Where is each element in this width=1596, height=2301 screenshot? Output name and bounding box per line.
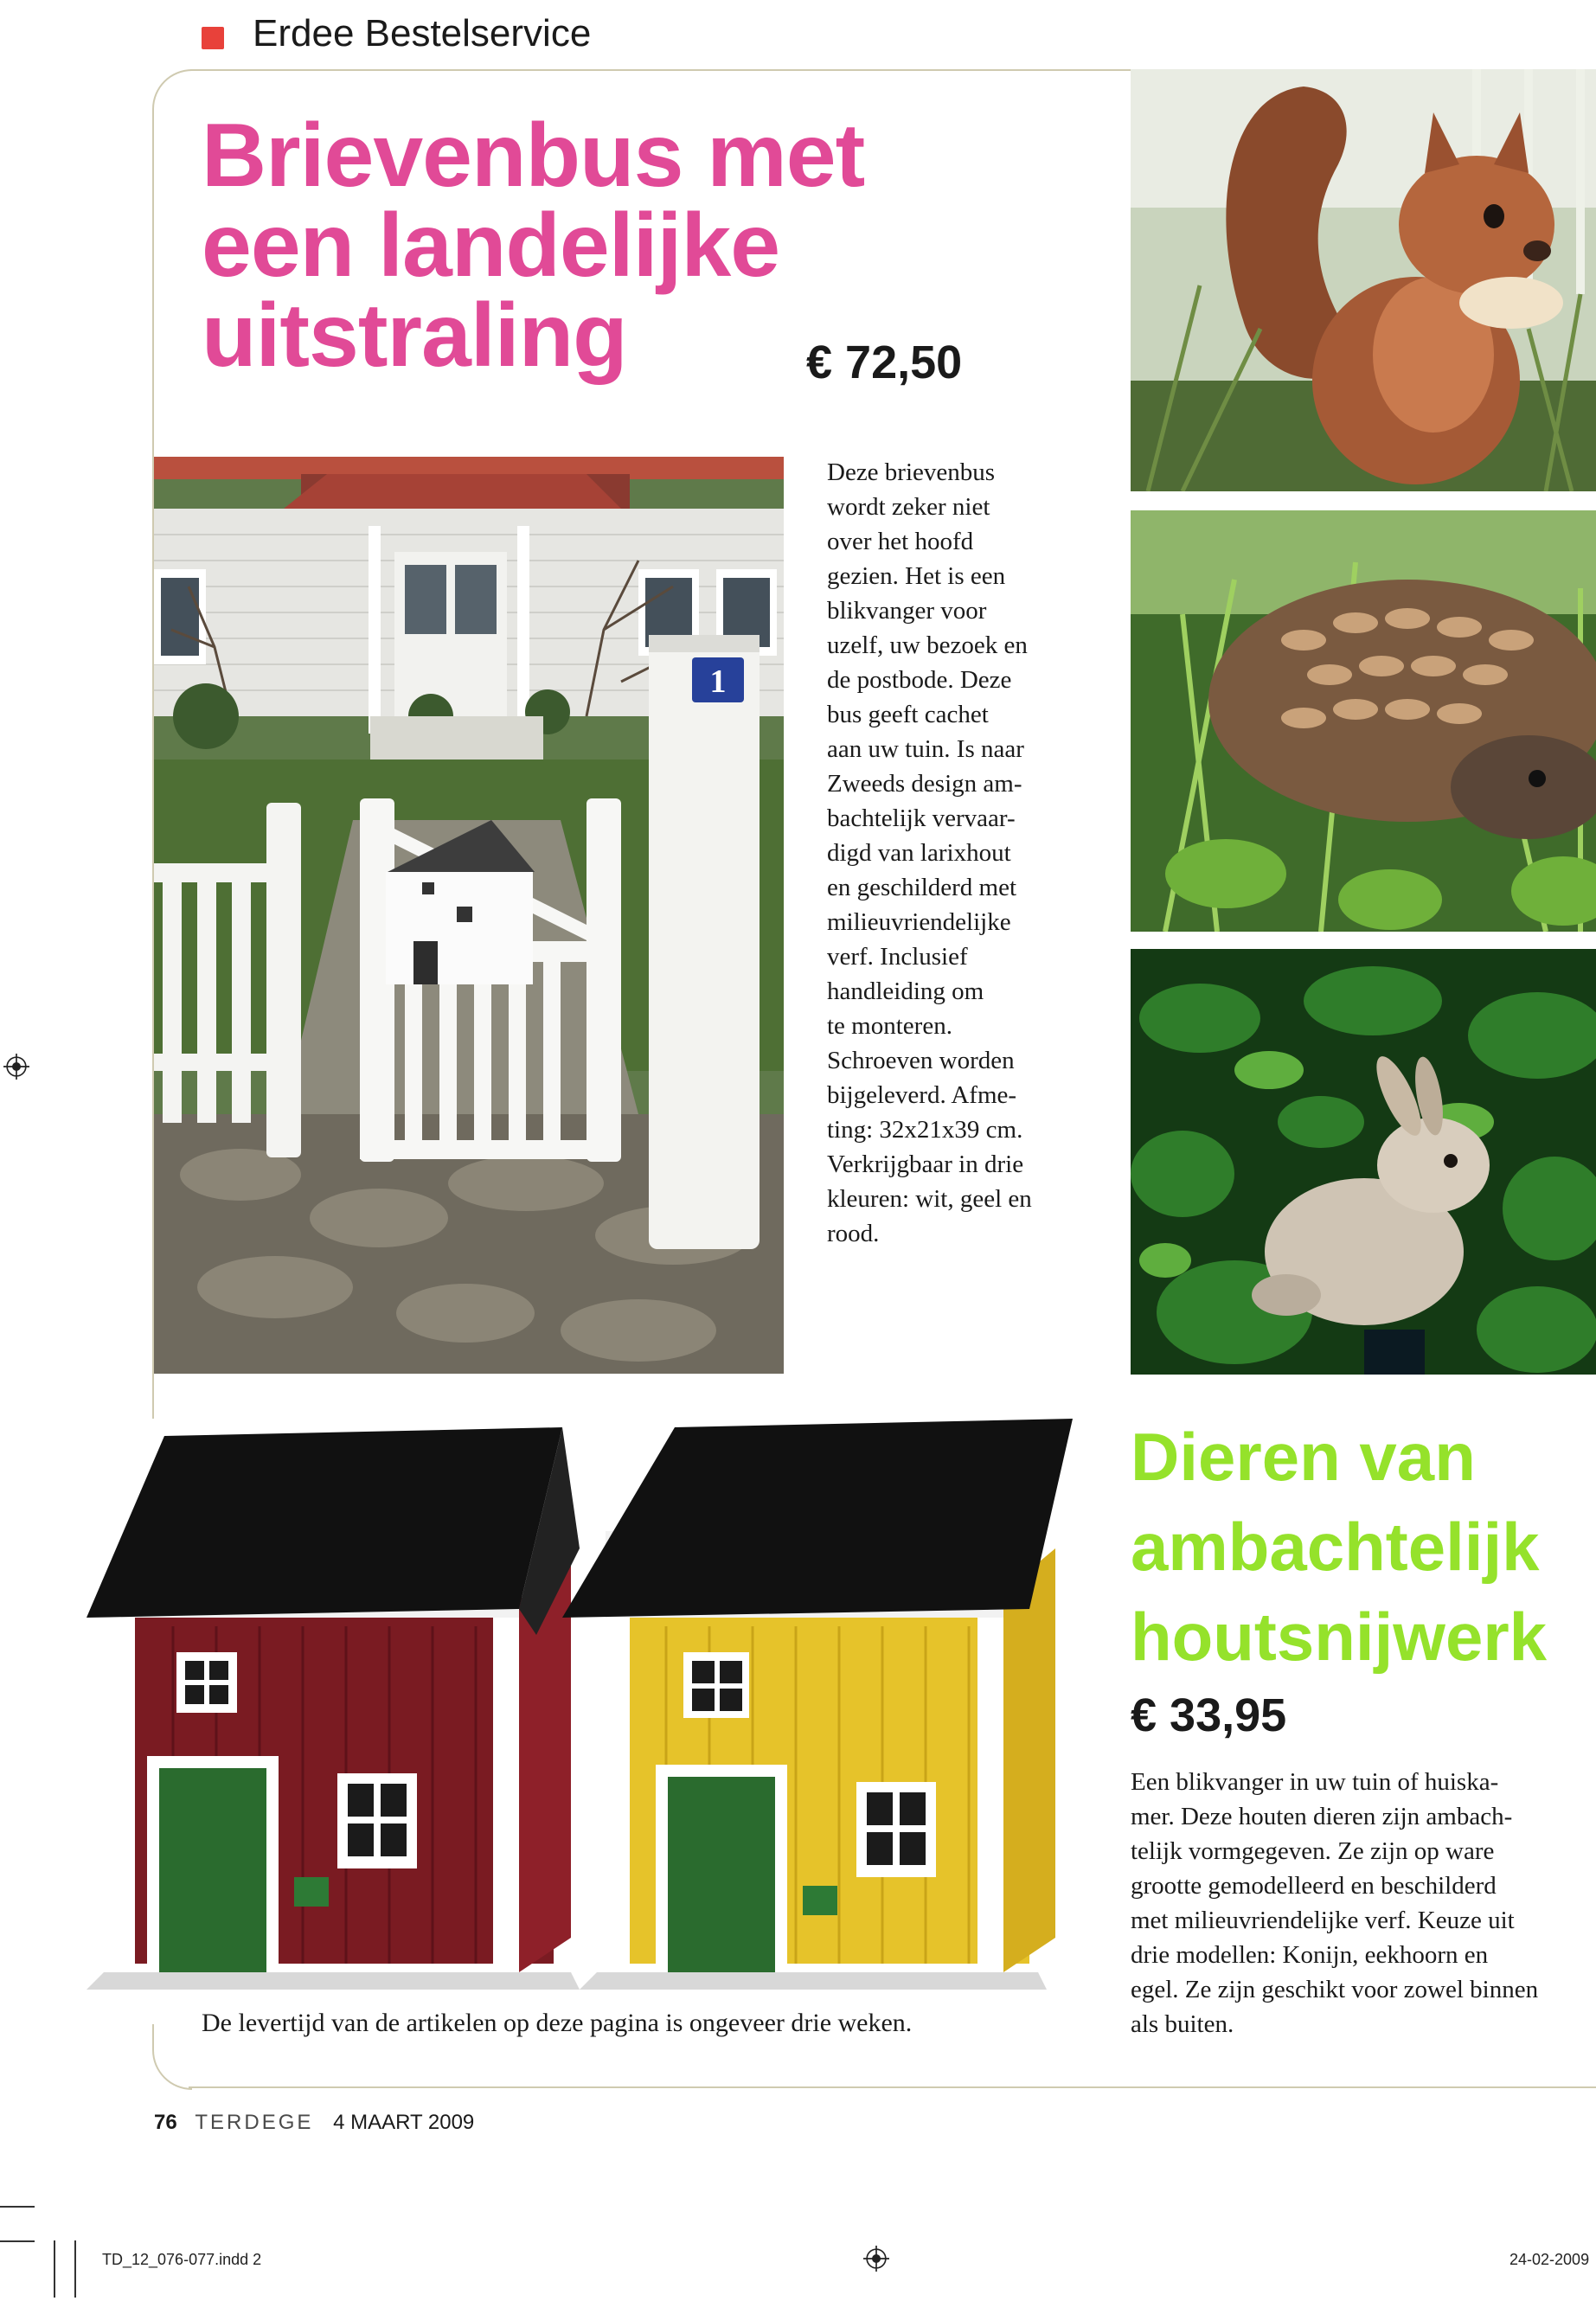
product2-description-line: drie modellen: Konijn, eekhoorn en bbox=[1131, 1941, 1489, 1969]
product2-description-line: Een blikvanger in uw tuin of huiska- bbox=[1131, 1768, 1499, 1796]
print-slug-file: TD_12_076-077.indd 2 bbox=[102, 2251, 262, 2268]
frame-corner-top bbox=[152, 69, 192, 123]
registration-mark-icon bbox=[3, 1054, 29, 1080]
registration-mark-icon bbox=[863, 2246, 889, 2272]
product2-price: € 33,95 bbox=[1131, 1689, 1287, 1741]
product1-description-line: milieuvriendelijke bbox=[827, 908, 1011, 936]
section-marker bbox=[202, 27, 224, 49]
delivery-note: De levertijd van de artikelen op deze pagina is ongeveer drie weken. bbox=[202, 2009, 913, 2037]
product1-description-line: ting: 32x21x39 cm. bbox=[827, 1116, 1023, 1144]
product1-description-line: bachtelijk vervaar- bbox=[827, 804, 1016, 832]
product1-description-line: rood. bbox=[827, 1220, 880, 1247]
product1-description-line: Schroeven worden bbox=[827, 1047, 1015, 1074]
product2-description-line: egel. Ze zijn geschikt voor zowel binnen bbox=[1131, 1976, 1539, 2003]
product2-title-line: houtsnijwerk bbox=[1131, 1599, 1548, 1675]
product2-description-line: telijk vormgegeven. Ze zijn op ware bbox=[1131, 1837, 1495, 1865]
product1-description-line: Zweeds design am- bbox=[827, 770, 1022, 798]
product1-description-line: en geschilderd met bbox=[827, 874, 1017, 901]
squirrel-photo bbox=[1131, 69, 1596, 491]
product2-description-line: mer. Deze houten dieren zijn ambach- bbox=[1131, 1803, 1513, 1830]
product1-description-line: Verkrijgbaar in drie bbox=[827, 1150, 1024, 1178]
frame-corner-bottom bbox=[152, 2038, 192, 2090]
product1-description-line: verf. Inclusief bbox=[827, 943, 968, 971]
page-footer bbox=[154, 2111, 474, 2135]
mailbox-gate-photo bbox=[154, 457, 784, 1374]
product1-price: € 72,50 bbox=[806, 336, 963, 388]
product1-title-line: een landelijke bbox=[202, 195, 780, 296]
rabbit-photo bbox=[1131, 949, 1596, 1375]
frame-line-top bbox=[190, 69, 1151, 71]
product1-description-line: gezien. Het is een bbox=[827, 562, 1006, 590]
product1-description-line: bus geeft cachet bbox=[827, 701, 989, 728]
print-slug-date: 24-02-2009 bbox=[1509, 2251, 1590, 2268]
product2-description-line: als buiten. bbox=[1131, 2010, 1234, 2038]
product2-description bbox=[1131, 1765, 1589, 2041]
product1-description-line: handleiding om bbox=[827, 977, 984, 1005]
mailboxes-product-photo bbox=[52, 1419, 1081, 2024]
product1-description-line: de postbode. Deze bbox=[827, 666, 1012, 694]
frame-line-bottom bbox=[189, 2086, 1596, 2088]
product1-description-line: bijgeleverd. Afme- bbox=[827, 1081, 1017, 1109]
page-number: 76 bbox=[154, 2111, 177, 2134]
product1-description-line: uzelf, uw bezoek en bbox=[827, 631, 1028, 659]
hedgehog-photo bbox=[1131, 510, 1596, 932]
product2-description-line: grootte gemodelleerd en beschilderd bbox=[1131, 1872, 1497, 1900]
product1-title-line: Brievenbus met bbox=[202, 106, 865, 206]
product1-title-line: uitstraling bbox=[202, 285, 627, 386]
product2-title bbox=[1131, 1412, 1589, 1682]
product2-description-line: met milieuvriendelijke verf. Keuze uit bbox=[1131, 1907, 1515, 1934]
house-number: 1 bbox=[709, 663, 727, 700]
section-title: Erdee Bestelservice bbox=[253, 12, 592, 54]
product1-description-line: kleuren: wit, geel en bbox=[827, 1185, 1032, 1213]
product1-description-line: aan uw tuin. Is naar bbox=[827, 735, 1024, 763]
crop-mark bbox=[54, 2240, 55, 2298]
crop-mark bbox=[0, 2240, 35, 2242]
magazine-name: TERDEGE bbox=[195, 2111, 314, 2134]
product1-description bbox=[827, 455, 1078, 1251]
product1-description-line: te monteren. bbox=[827, 1012, 952, 1040]
product1-description-line: over het hoofd bbox=[827, 528, 974, 555]
product1-description-line: wordt zeker niet bbox=[827, 493, 990, 521]
crop-mark bbox=[0, 2206, 35, 2208]
crop-mark bbox=[74, 2240, 76, 2298]
product2-title-line: ambachtelijk bbox=[1131, 1509, 1540, 1585]
product1-description-line: Deze brievenbus bbox=[827, 458, 996, 486]
product1-description-line: digd van larixhout bbox=[827, 839, 1011, 867]
product2-title-line: Dieren van bbox=[1131, 1419, 1476, 1495]
issue-date: 4 MAART 2009 bbox=[333, 2111, 475, 2134]
product1-description-line: blikvanger voor bbox=[827, 597, 987, 625]
